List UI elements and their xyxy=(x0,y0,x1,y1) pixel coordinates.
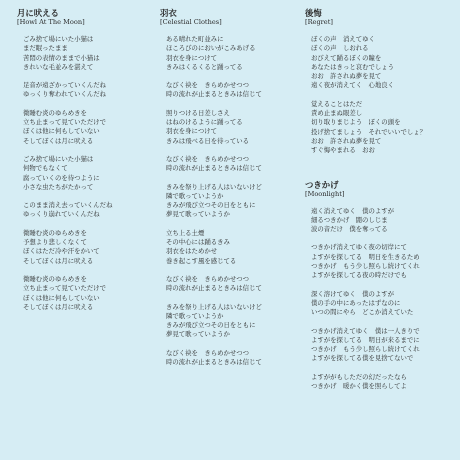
lyric-line: 遠く夜が消えてく 心地良く xyxy=(311,81,395,90)
column-2 xyxy=(160,8,305,376)
lyric-line: そしてぼくは月に吠える xyxy=(23,302,94,311)
lyric-line: ほころびのにおいがこみあげる xyxy=(166,44,256,53)
song-moonlight xyxy=(305,180,455,392)
lyric-line: ごみ捨て場にいた小猫は xyxy=(23,154,94,163)
lyric-line: そしてぼくは月に吠える xyxy=(23,256,94,265)
lyric-line: 時の流れが止まるときみは信じて xyxy=(166,358,262,367)
lyric-line: あなたはきっと哀むでしょう xyxy=(311,62,395,71)
lyric-line: きみを祭り上げる人はいないけど xyxy=(166,182,262,191)
stanza xyxy=(17,81,157,100)
lyric-line: きみが飛び立つその日をともに xyxy=(166,201,256,210)
lyric-line: 投げ捨てましょう それでいいでしょ？ xyxy=(311,127,427,136)
lyric-line: すぐ悔やまれる おお xyxy=(311,146,375,155)
lyric-line: 何物でもなくて xyxy=(23,164,68,173)
lyric-line: 羽衣を身につけて xyxy=(166,127,217,136)
stanza xyxy=(160,229,305,266)
lyric-line: 時の流れが止まるときみは信じて xyxy=(166,284,262,293)
lyric-line: 隣で歌っていようか xyxy=(166,311,224,320)
stanza xyxy=(160,109,305,146)
lyric-line: よすがを探してる僕を見捨てないで xyxy=(311,354,414,363)
stanza xyxy=(305,373,455,392)
lyric-line: 夢見て歌っていようか xyxy=(166,330,230,339)
lyric-line: ある晴れた町並みに xyxy=(166,35,224,43)
song-title: つきかげ xyxy=(305,179,339,190)
lyric-line: はねのけるように踊ってる xyxy=(166,118,243,127)
lyric-line: よすがを探してる 明日が来るまでに xyxy=(311,335,420,344)
lyric-line: 小さな虫たちがたかって xyxy=(23,182,94,191)
stanza xyxy=(305,290,455,318)
stanza xyxy=(160,183,305,220)
lyric-line: ゆっくり崩れていくんだね xyxy=(23,210,100,219)
stanza xyxy=(17,201,157,220)
lyric-line: 責め止まぬ眼差し xyxy=(311,109,363,118)
lyric-line: そしてぼくは月に吠える xyxy=(23,136,94,145)
lyric-line: おお 許されぬ夢を見て xyxy=(311,72,382,81)
stanza xyxy=(17,275,157,312)
stanza xyxy=(160,81,305,100)
lyric-line: 隣で歌っていようか xyxy=(166,191,224,200)
lyric-line: ぼくは他に何もしていない xyxy=(23,293,100,302)
stanza xyxy=(160,349,305,368)
lyric-line: なびく袂を きらめかせつつ xyxy=(166,348,250,357)
lyric-line: 予想より悲しくなくて xyxy=(23,238,87,247)
lyric-line: 腐っていくのを待つように xyxy=(23,173,100,182)
lyric-line: 羽衣を身につけて xyxy=(166,53,217,62)
lyric-line: このまま消え去っていくんだね xyxy=(23,201,113,210)
lyric-line: ごみ捨て場にいた小猫は xyxy=(23,35,94,43)
lyric-line: おお 許されぬ夢を見て xyxy=(311,136,382,145)
lyric-line: よすががもしただの幻だったなら xyxy=(311,372,407,381)
stanza xyxy=(17,155,157,192)
song-subtitle: [Howl At The Moon] xyxy=(17,18,85,26)
lyric-line: 僕の手の中にあったはずなのに xyxy=(311,298,401,307)
lyric-line: 照りつける日差しさえ xyxy=(166,108,230,117)
lyric-line: 立ち止まって見ていただけで xyxy=(23,118,107,127)
lyric-line: なびく袂を きらめかせつつ xyxy=(166,81,250,90)
lyric-line: 苦悶の表情のままで小猫は xyxy=(23,53,100,62)
song-regret xyxy=(305,8,455,156)
lyric-line: 足音が遠ざかっていくんだね xyxy=(23,81,107,90)
stanza xyxy=(160,35,305,72)
song-title: 羽衣 xyxy=(160,8,177,18)
lyric-line: 微睡む炎のゆらめきを xyxy=(23,228,87,237)
stanza xyxy=(160,303,305,340)
song-subtitle: [Moonlight] xyxy=(305,189,345,198)
stanza xyxy=(305,243,455,280)
song-howl-at-the-moon xyxy=(17,8,157,312)
lyric-line: なびく袂を きらめかせつつ xyxy=(166,274,250,283)
song-celestial-clothes xyxy=(160,8,305,367)
song-title: 後悔 xyxy=(305,8,322,18)
song-subtitle: [Celestial Clothes] xyxy=(160,18,222,26)
lyric-line: つきかげ消えてゆく夜の切岸にて xyxy=(311,243,407,252)
lyric-line: 立ち上る土煙 xyxy=(166,228,205,237)
song-subtitle: [Regret] xyxy=(305,18,333,26)
lyric-line: 深く溶けてゆく 僕のよすが xyxy=(311,289,395,298)
lyric-line: 覚えることはただ xyxy=(311,99,363,108)
lyric-line: よすがを探してる夜の時だけでも xyxy=(311,271,407,280)
stanza xyxy=(305,35,455,91)
lyric-line: 細るつきかげ 闇のしじま xyxy=(311,215,388,224)
lyric-line: きみを祭り上げる人はいないけど xyxy=(166,302,262,311)
lyric-line: 微睡む炎のゆらめきを xyxy=(23,274,87,283)
lyric-line: 切り取りまじよう ぼくの頭を xyxy=(311,118,401,127)
lyric-line: 時の流れが止まるときみは信じて xyxy=(166,90,262,99)
lyric-line: きみはくるくると踊ってる xyxy=(166,62,243,71)
lyric-line: つきかげ もう少し照らし続けてくれ xyxy=(311,262,420,271)
lyric-line: 時の流れが止まるときみは信じて xyxy=(166,164,262,173)
lyric-line: おびえて踊るぼくの瞳を xyxy=(311,53,382,62)
stanza xyxy=(305,327,455,364)
lyric-line: きれいな毛並みを湛えて xyxy=(23,62,94,71)
stanza xyxy=(160,155,305,174)
lyric-line: きみは飛べる日を待っている xyxy=(166,136,250,145)
lyric-line: つきかげ消えてゆく 僕は一人きりで xyxy=(311,326,420,335)
lyric-line: いつの間にやら どこか消えていた xyxy=(311,308,414,317)
lyric-line: ぼくの声 しおれる xyxy=(311,44,369,53)
lyric-line: 巻き起こす風を感じてる xyxy=(166,256,237,265)
song-title: 月に吠える xyxy=(17,8,59,18)
lyric-line: 立ち止まって見ていただけで xyxy=(23,284,107,293)
lyric-line: ぼくは他に何もしていない xyxy=(23,127,100,136)
lyric-line: 羽衣をはためかせ xyxy=(166,247,218,256)
lyric-line: まだ眠ったまま xyxy=(23,44,68,53)
column-1 xyxy=(17,8,157,321)
lyric-line: 遠く消えてゆく 僕のよすが xyxy=(311,206,395,215)
stanza xyxy=(305,207,455,235)
stanza xyxy=(17,35,157,72)
lyric-line: ぼくの声 消えてゆく xyxy=(311,35,375,43)
stanza xyxy=(160,275,305,294)
column-3 xyxy=(305,8,455,400)
stanza xyxy=(17,229,157,266)
lyric-line: 夢見て歌っていようか xyxy=(166,210,230,219)
lyric-line: 微睡む炎のゆらめきを xyxy=(23,108,87,117)
lyric-line: ぼくはただ冷や汗をかいて xyxy=(23,247,100,256)
lyric-line: よすがを探してる 明日を生きるため xyxy=(311,252,420,261)
lyric-line: なびく袂を きらめかせつつ xyxy=(166,154,250,163)
stanza xyxy=(305,100,455,156)
lyric-line: つきかげ もう少し照らし続けてくれ xyxy=(311,345,420,354)
lyric-line: つきかげ 暖かく僕を照らしてよ xyxy=(311,382,407,391)
lyric-line: きみが飛び立つその日をともに xyxy=(166,321,256,330)
stanza xyxy=(17,109,157,146)
lyric-line: その中心には踊るきみ xyxy=(166,238,230,247)
lyric-line: 波の音だけ 僕を奪ってる xyxy=(311,225,388,234)
lyric-line: ゆっくり奪われていくんだね xyxy=(23,90,107,99)
